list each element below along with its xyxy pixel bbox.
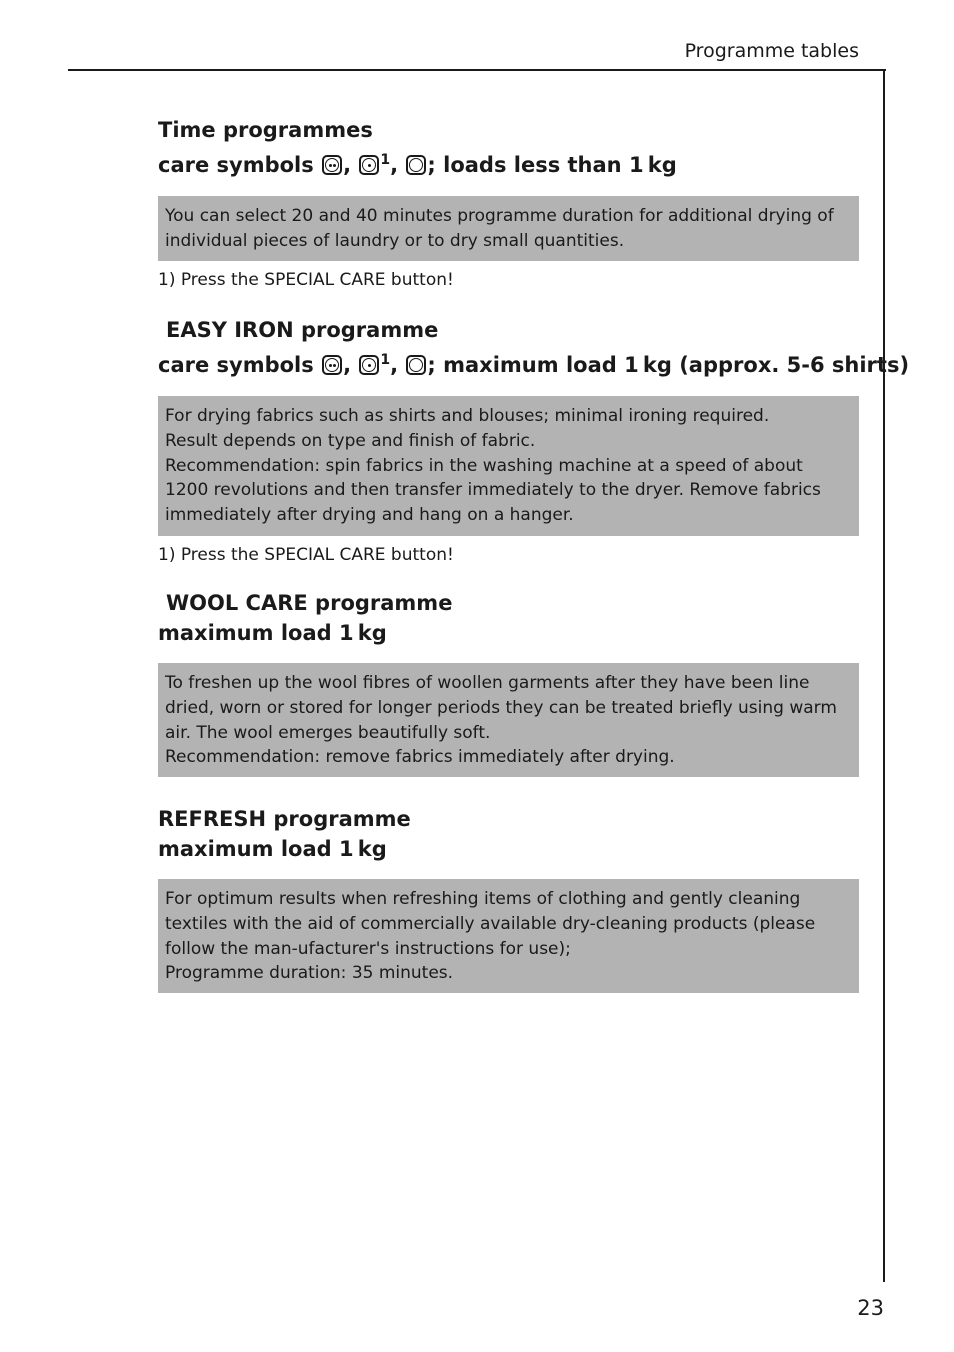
tumble-dry-low-icon — [359, 355, 379, 375]
footnote-easy-iron: 1) Press the SPECIAL CARE button! — [158, 545, 454, 565]
section-heading-time: Time programmes — [158, 118, 373, 142]
section-heading-wool: WOOL CARE programme — [166, 591, 453, 615]
box-line: Recommendation: spin fabrics in the washing machine at a speed of about 1200 revolutions and then transfer immediately to the dryer. Remove fabrics immediately after drying and hang on a hanger. — [165, 455, 821, 526]
box-line: Programme duration: 35 minutes. — [165, 963, 454, 984]
box-line: Recommendation: remove fabrics immediately after drying. — [165, 747, 675, 768]
tumble-dry-no-heat-icon — [406, 155, 426, 175]
tumble-dry-normal-icon — [322, 355, 342, 375]
section-subheading-time: care symbols , $^1$, ; loads less than 1 kg — [158, 152, 677, 177]
load-text: ; maximum load 1 kg (approx. 5-6 shirts) — [427, 353, 910, 377]
section-easy-iron — [158, 315, 910, 566]
tumble-dry-low-icon — [359, 155, 379, 175]
tumble-dry-normal-icon — [322, 155, 342, 175]
header-rule — [68, 69, 886, 71]
section-heading-easy-iron: EASY IRON programme — [166, 318, 439, 342]
section-wool-care — [158, 588, 859, 777]
info-box-easy-iron — [158, 396, 859, 536]
care-symbols-label: care symbols — [158, 153, 314, 177]
section-refresh — [158, 804, 859, 993]
care-symbols-label: care symbols — [158, 353, 314, 377]
section-subheading-refresh: maximum load 1 kg — [158, 837, 387, 861]
info-box-wool — [158, 663, 859, 777]
section-heading-refresh: REFRESH programme — [158, 807, 411, 831]
footnote-marker: 1 — [380, 152, 391, 168]
side-rule — [883, 69, 885, 1282]
box-line: For drying fabrics such as shirts and blouses; minimal ironing required. — [165, 406, 770, 426]
section-subheading-wool: maximum load 1 kg — [158, 621, 387, 645]
box-line: For optimum results when refreshing items of clothing and gently cleaning textiles with the aid of commercially available dry-cleaning products (please follow the man-ufacturer's instructions for use); — [165, 889, 816, 959]
box-line: Result depends on type and finish of fabric. — [165, 430, 536, 451]
info-box-refresh — [158, 879, 859, 993]
footnote-marker: 1 — [380, 352, 391, 368]
box-line: To freshen up the wool fibres of woollen garments after they have been line dried, worn or stored for longer periods they can be treated briefly using warm air. The wool emerges beautifully soft. — [165, 673, 837, 743]
section-subheading-easy-iron: care symbols , $^1$, ; maximum load 1 kg (approx. 5-6 shirts) — [158, 352, 910, 377]
footnote-time: 1) Press the SPECIAL CARE button! — [158, 270, 454, 290]
tumble-dry-no-heat-icon — [406, 355, 426, 375]
section-time-programmes — [158, 115, 859, 291]
info-box-time: You can select 20 and 40 minutes programme duration for additional drying of individual pieces of laundry or to dry small quantities. — [158, 196, 859, 261]
header-title: Programme tables — [684, 40, 859, 62]
page-number: 23 — [857, 1296, 884, 1320]
load-text: ; loads less than 1 kg — [427, 153, 677, 177]
